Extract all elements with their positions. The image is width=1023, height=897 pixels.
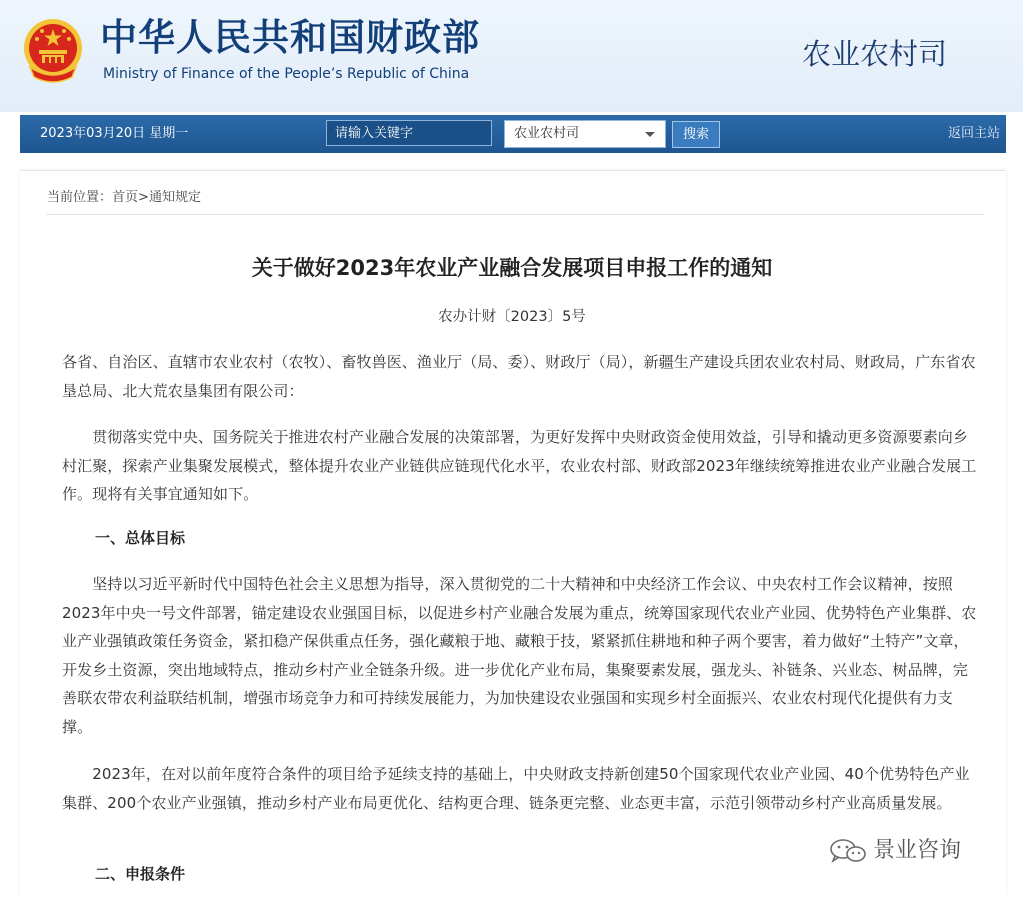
section-heading-2: 二、申报条件 (95, 865, 186, 883)
national-emblem-icon (22, 17, 84, 83)
search-scope-value: 农业农村司 (514, 126, 580, 141)
return-home-link[interactable]: 返回主站 (947, 126, 1000, 141)
breadcrumb (47, 188, 201, 208)
site-header (0, 0, 1023, 112)
ministry-name-en: Ministry of Finance of the People’s Republic of China (103, 66, 470, 82)
watermark-text: 景业咨询 (873, 838, 962, 863)
breadcrumb-divider (46, 214, 984, 215)
breadcrumb-separator: > (138, 190, 149, 205)
section-heading-1: 一、总体目标 (95, 529, 186, 547)
section1-paragraph-1: 坚持以习近平新时代中国特色社会主义思想为指导，深入贯彻党的二十大精神和中央经济工作会议、中央农村工作会议精神，按照2023年中央一号文件部署，锚定建设农业强国目标，以促进乡村产业融合发展为重点，统筹国家现代农业产业园、优势特色产业集群、农业产业强镇政策任务资金，紧扣稳产保供重点任务，强化藏粮于地、藏粮于技，紧紧抓住耕地和种子两个要害，着力做好“土特产”文章，开发乡土资源，突出地域特点，推动乡村产业全链条升级。进一步优化产业布局，集聚要素发展，强龙头、补链条、兴业态、树品牌，完善联农带农利益联结机制，增强市场竞争力和可持续发展能力，为加快建设农业强国和实现乡村全面振兴、农业农村现代化提供有力支撑。 (62, 575, 977, 736)
search-button[interactable]: 搜索 (672, 121, 720, 148)
document-number: 农办计财〔2023〕5号 (438, 309, 586, 325)
article-title: 关于做好2023年农业产业融合发展项目申报工作的通知 (251, 256, 773, 280)
breadcrumb-current-link[interactable]: 通知规定 (148, 190, 201, 205)
breadcrumb-prefix: 当前位置： (47, 190, 113, 205)
salutation-paragraph: 各省、自治区、直辖市农业农村（农牧）、畜牧兽医、渔业厅（局、委）、财政厅（局），新疆生产建设兵团农业农村局、财政局，广东省农垦总局、北大荒农垦集团有限公司： (62, 353, 976, 400)
breadcrumb-home-link[interactable]: 首页 (112, 190, 139, 205)
search-toolbar (20, 115, 1006, 153)
search-scope-select[interactable] (504, 120, 666, 148)
intro-paragraph: 贯彻落实党中央、国务院关于推进农村产业融合发展的决策部署，为更好发挥中央财政资金使用效益，引导和撬动更多资源要素向乡村汇聚，探索产业集聚发展模式，整体提升农业产业链供应链现代化水平，农业农村部、财政部2023年继续统筹推进农业产业融合发展工作。现将有关事宜通知如下。 (62, 428, 977, 503)
section1-paragraph-2: 2023年，在对以前年度符合条件的项目给予延续支持的基础上，中央财政支持新创建50个国家现代农业产业园、40个优势特色产业集群、200个农业产业强镇，推动乡村产业布局更优化、结构更合理、链条更完整、业态更丰富，示范引领带动乡村产业高质量发展。 (62, 765, 970, 812)
current-date: 2023年03月20日 星期一 (40, 126, 189, 141)
chevron-down-icon (645, 132, 655, 137)
department-name: 农业农村司 (801, 37, 947, 71)
wechat-icon (829, 838, 867, 864)
search-input[interactable] (326, 120, 492, 146)
ministry-name-cn: 中华人民共和国财政部 (100, 16, 480, 59)
watermark (829, 836, 989, 866)
